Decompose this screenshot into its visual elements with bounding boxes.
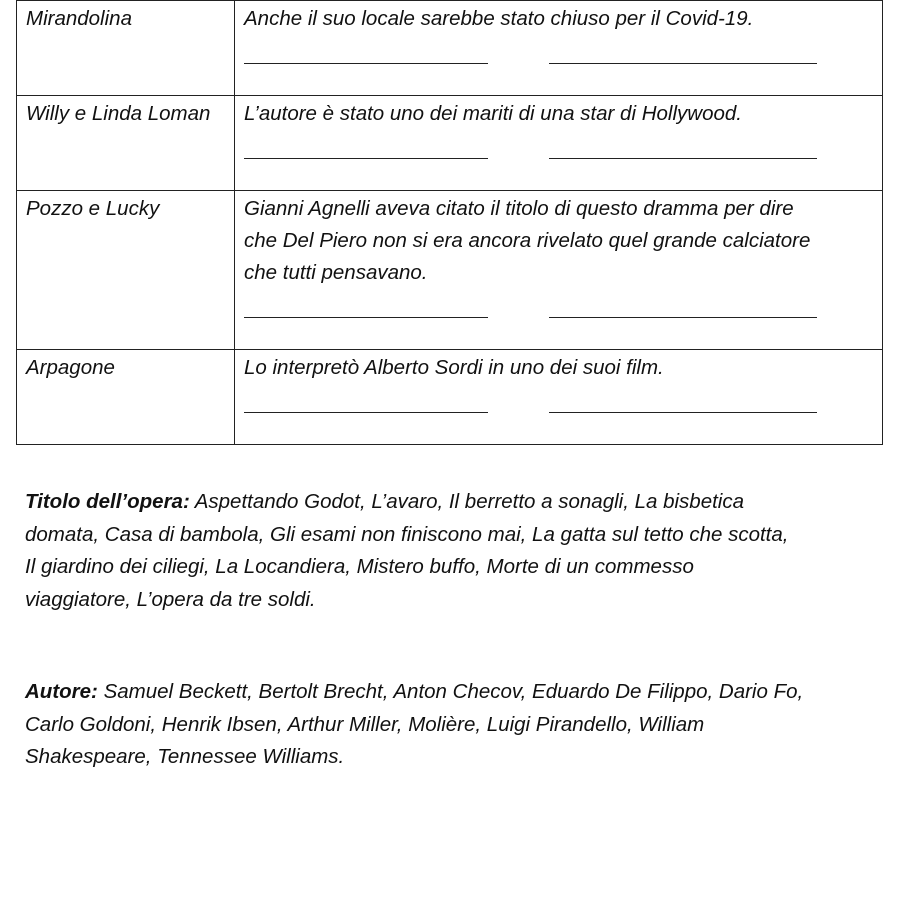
titles-heading: Titolo dell’opera: bbox=[25, 490, 190, 513]
authors-line: Shakespeare, Tennessee Williams. bbox=[25, 745, 345, 768]
table-row bbox=[17, 96, 883, 191]
table-row bbox=[17, 191, 883, 350]
title-answer-blank[interactable] bbox=[244, 63, 488, 64]
clue-text-line: Gianni Agnelli aveva citato il titolo di questo dramma per dire bbox=[244, 197, 794, 220]
character-name: Mirandolina bbox=[26, 7, 132, 30]
character-cell bbox=[17, 96, 235, 191]
character-cell bbox=[17, 350, 235, 445]
titles-line: viaggiatore, L’opera da tre soldi. bbox=[25, 587, 316, 611]
clue-cell bbox=[235, 191, 883, 350]
author-answer-blank[interactable] bbox=[549, 63, 817, 64]
authors-line bbox=[25, 676, 875, 709]
answer-lines bbox=[244, 293, 874, 323]
character-cell bbox=[17, 1, 235, 96]
clue-text: L’autore è stato uno dei mariti di una star di Hollywood. bbox=[244, 102, 742, 125]
title-answer-blank[interactable] bbox=[244, 158, 488, 159]
clue-cell bbox=[235, 1, 883, 96]
character-name: Willy e Linda Loman bbox=[26, 102, 211, 125]
clue-text-line: che Del Piero non si era ancora rivelato quel grande calciatore bbox=[244, 229, 811, 252]
author-answer-blank[interactable] bbox=[549, 158, 817, 159]
answer-lines bbox=[244, 39, 874, 69]
titles-list bbox=[25, 486, 875, 616]
clue-text: Anche il suo locale sarebbe stato chiuso per il Covid-19. bbox=[244, 7, 754, 30]
character-name: Pozzo e Lucky bbox=[26, 197, 160, 220]
table-row bbox=[17, 1, 883, 96]
author-answer-blank[interactable] bbox=[549, 412, 817, 413]
titles-line: Il giardino dei ciliegi, La Locandiera, Mistero buffo, Morte di un commesso bbox=[25, 555, 694, 578]
clue-text: Lo interpretò Alberto Sordi in uno dei suoi film. bbox=[244, 356, 664, 379]
authors-text: Samuel Beckett, Bertolt Brecht, Anton Checov, Eduardo De Filippo, Dario Fo, bbox=[97, 680, 804, 703]
authors-line: Carlo Goldoni, Henrik Ibsen, Arthur Miller, Molière, Luigi Pirandello, William bbox=[25, 712, 705, 736]
table-row bbox=[17, 350, 883, 445]
titles-line: domata, Casa di bambola, Gli esami non finiscono mai, La gatta sul tetto che scotta, bbox=[25, 522, 789, 546]
clue-text-line: che tutti pensavano. bbox=[244, 261, 428, 284]
character-cell bbox=[17, 191, 235, 350]
clue-cell bbox=[235, 350, 883, 445]
quiz-table bbox=[16, 0, 883, 445]
answer-lines bbox=[244, 388, 874, 418]
character-name: Arpagone bbox=[26, 356, 115, 379]
title-answer-blank[interactable] bbox=[244, 317, 488, 318]
clue-cell bbox=[235, 96, 883, 191]
author-answer-blank[interactable] bbox=[549, 317, 817, 318]
authors-list bbox=[25, 676, 875, 774]
titles-text: Aspettando Godot, L’avaro, Il berretto a sonagli, La bisbetica bbox=[189, 490, 745, 513]
authors-heading: Autore: bbox=[25, 680, 98, 703]
titles-line bbox=[25, 486, 875, 519]
title-answer-blank[interactable] bbox=[244, 412, 488, 413]
answer-lines bbox=[244, 134, 874, 164]
